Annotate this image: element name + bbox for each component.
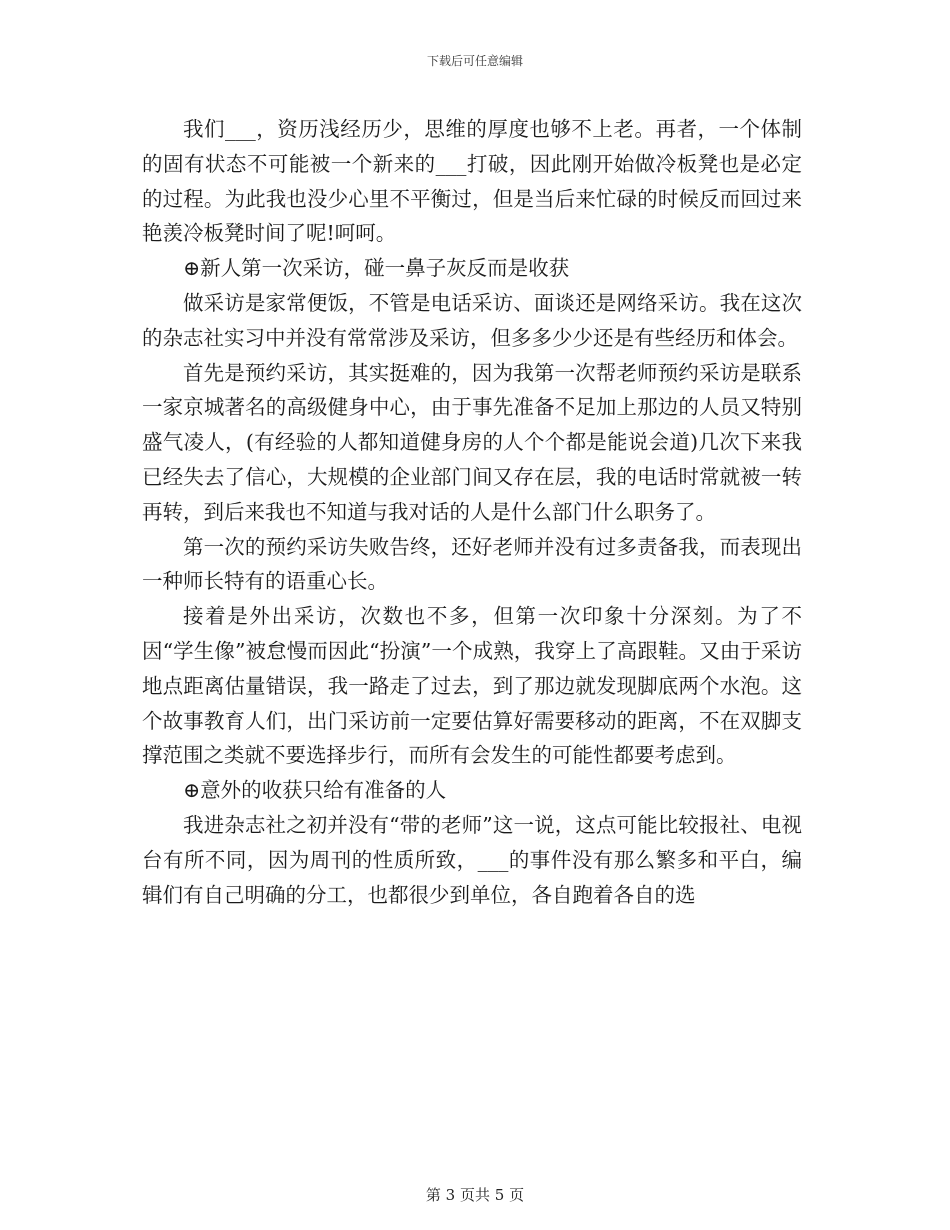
page-header: 下载后可任意编辑 bbox=[426, 54, 523, 68]
paragraph: 首先是预约采访，其实挺难的，因为我第一次帮老师预约采访是联系一家京城著名的高级健身中心，由于事先准备不足加上那边的人员又特别盛气凌人，(有经验的人都知道健身房的人个个都是能说会道)几次下来我已经失去了信心，大规模的企业部门间又存在层，我的电话时常就被一转再转，到后来我也不知道与我对话的人是什么部门什么职务了。 bbox=[142, 360, 802, 524]
paragraph: 做采访是家常便饭，不管是电话采访、面谈还是网络采访。我在这次的杂志社实习中并没有常常涉及采访，但多多少少还是有些经历和体会。 bbox=[142, 290, 802, 350]
document-body bbox=[142, 112, 802, 912]
paragraph: 我进杂志社之初并没有“带的老师”这一说，这点可能比较报社、电视台有所不同，因为周刊的性质所致，___的事件没有那么繁多和平白，编辑们有自己明确的分工，也都很少到单位，各自跑着各自的选 bbox=[142, 812, 802, 907]
paragraph: 第一次的预约采访失败告终，还好老师并没有过多责备我，而表现出一种师长特有的语重心长。 bbox=[142, 534, 802, 594]
section-heading: ⊕意外的收获只给有准备的人 bbox=[183, 778, 447, 803]
page-footer: 第 3 页共 5 页 bbox=[425, 1186, 525, 1204]
paragraph: 我们___，资历浅经历少，思维的厚度也够不上老。再者，一个体制的固有状态不可能被一个新来的___打破，因此刚开始做冷板凳也是必定的过程。为此我也没少心里不平衡过，但是当后来忙碌的时候反而回过来艳羡冷板凳时间了呢!呵呵。 bbox=[142, 117, 802, 246]
section-heading: ⊕新人第一次采访，碰一鼻子灰反而是收获 bbox=[183, 256, 570, 281]
paragraph: 接着是外出采访，次数也不多，但第一次印象十分深刻。为了不因“学生像”被怠慢而因此“扮演”一个成熟，我穿上了高跟鞋。又由于采访地点距离估量错误，我一路走了过去，到了那边就发现脚底两个水泡。这个故事教育人们，出门采访前一定要估算好需要移动的距离，不在双脚支撑范围之类就不要选择步行，而所有会发生的可能性都要考虑到。 bbox=[142, 604, 802, 768]
